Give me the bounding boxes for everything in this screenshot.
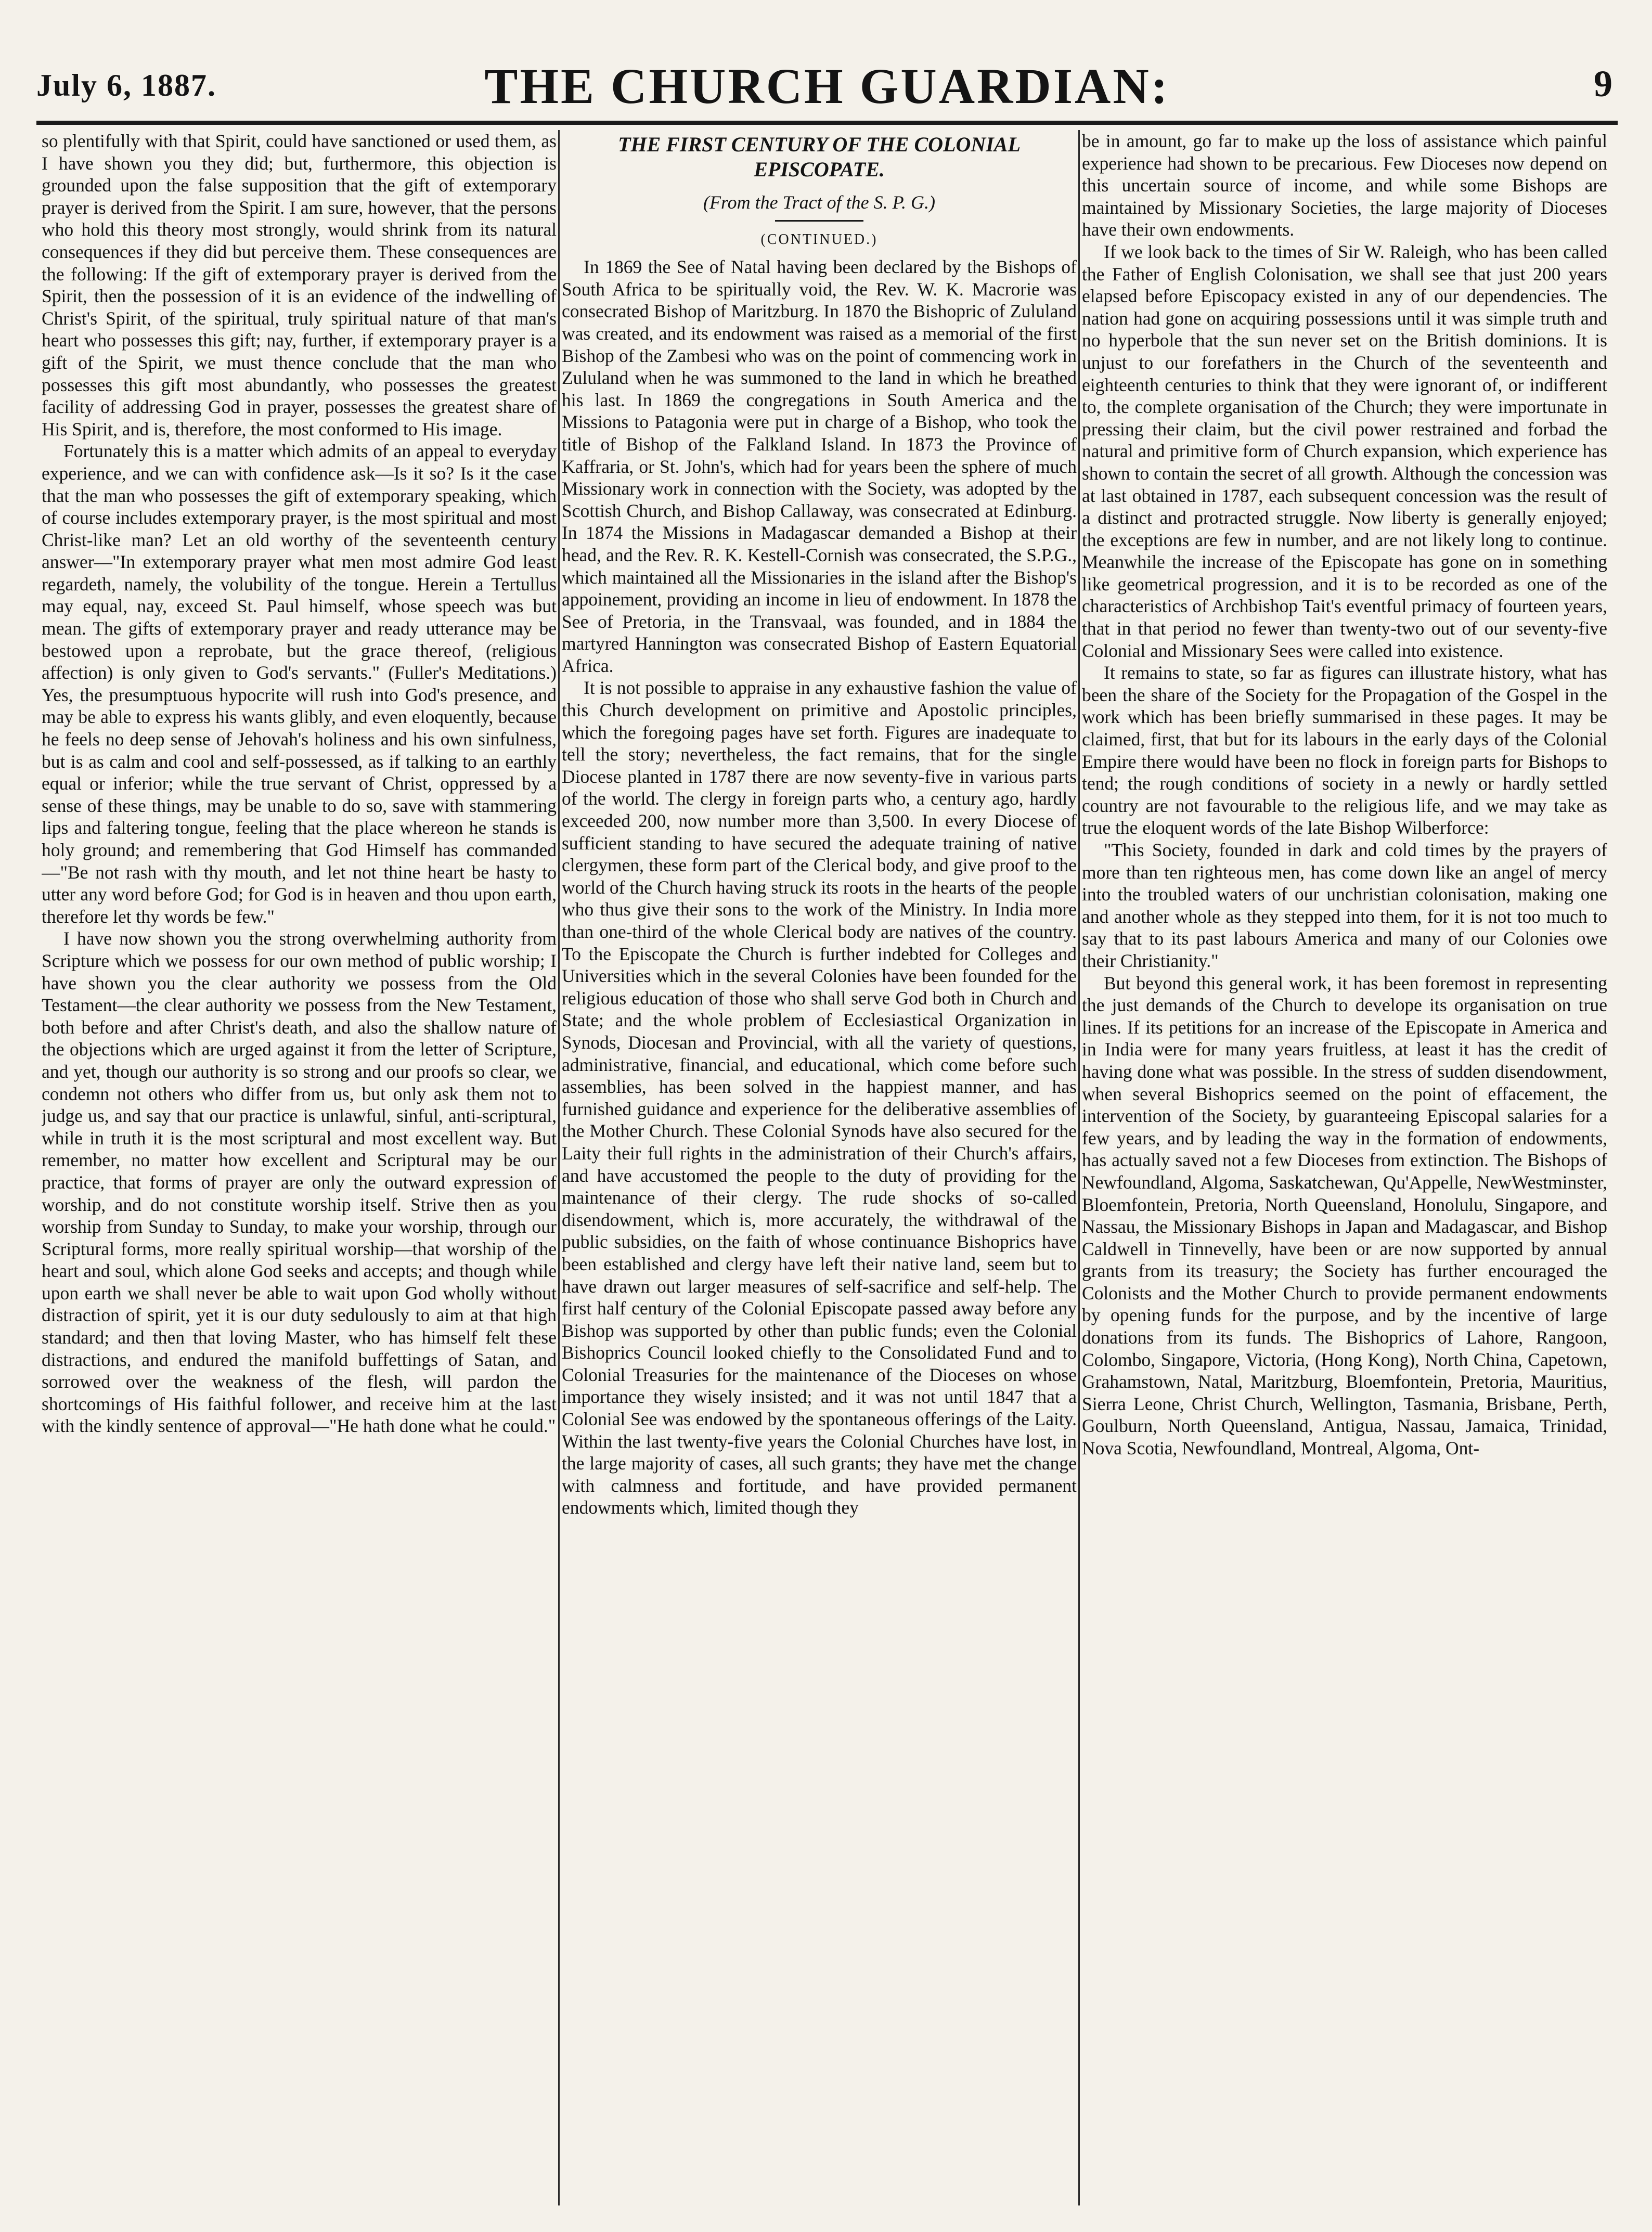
title-rule (775, 220, 863, 222)
quotation: "This Society, founded in dark and cold times by the prayers of more than ten righteous men, has come down like an angel of mercy into the troubled waters of our unchristian colonisation, making one and another whole as they stepped into them, for it is not too much to say that to its past labours America and many of our Colonies owe their Christianity." (1082, 840, 1607, 971)
column-divider (1078, 130, 1080, 2205)
paragraph: But beyond this general work, it has been foremost in representing the just demands of the Church to develope its organisation on true lines. If its petitions for an increase of the Episcopate in America and in India were for many years fruitless, at least it has the credit of having done what was possible. In the stress of sudden disendowment, when several Bishoprics seemed on the point of effacement, the intervention of the Society, by guaranteeing Episcopal salaries for a few years, and by leading the way in the formation of endowments, has actually saved not a few Dioceses from extinction. The Bishops of Newfoundland, Algoma, Saskatchewan, Qu'Appelle, NewWestminster, Bloemfontein, Pretoria, North Queensland, Honolulu, Singapore, and Nassau, the Missionary Bishops in Japan and Madagascar, and Bishop Caldwell in Tinnevelly, have been or are now supported by annual grants from its treasury; the Society has further encouraged the Colonists and the Mother Church to provide permanent endowments by opening funds for the purpose, and by the incentive of large donations from its funds. The Bishoprics of Lahore, Rangoon, Colombo, Singapore, Victoria, (Hong Kong), North China, Capetown, Grahamstown, Natal, Maritzburg, Bloemfontein, Pretoria, Mauritius, Sierra Leone, Christ Church, Wellington, Tasmania, Brisbane, Perth, Goulburn, North Queensland, Antigua, Nassau, Jamaica, Trinidad, Nova Scotia, Newfoundland, Montreal, Algoma, Ont- (1082, 972, 1607, 1459)
issue-date: July 6, 1887. (36, 68, 217, 102)
continued-label: (CONTINUED.) (760, 231, 878, 248)
paragraph: It is not possible to appraise in any exhaustive fashion the value of this Church development on primitive and Apostolic principles, which the foregoing pages have set forth. Figures are inadequate to tell the story; nevertheless, the fact remains, that for the single Diocese planted in 1787 there are now seventy-five in various parts of the world. The clergy in foreign parts who, a century ago, hardly exceeded 200, now number more than 3,500. In every Diocese of sufficient standing to have secured the adequate training of native clergymen, these form part of the Clerical body, and give proof to the world of the Church having struck its roots in the hearts of the people who thus give their sons to the work of the Ministry. In India more than one-third of the whole Clerical body are natives of the country. To the Episcopate the Church is further indebted for Colleges and Universities which in the several Colonies have been founded for the religious education of those who shall serve God both in Church and State; and the whole problem of Ecclesiastical Organization in Synods, Diocesan and Provincial, with all the variety of questions, administrative, financial, and educational, which come before such assemblies, has been solved in the happiest manner, and has furnished guidance and experience for the deliberative assemblies of the Mother Church. These Colonial Synods have also secured for the Laity their full rights in the administration of their Church's affairs, and have accustomed the people to the duty of providing for the maintenance of their clergy. The rude shocks of so-called disendowment, which is, more accurately, the withdrawal of the public subsidies, on the faith of whose continuance Bishoprics have been established and clergy have left their native land, seem but to have drawn out larger measures of self-sacrifice and self-help. The first half century of the Colonial Episcopate passed away before any Bishop was supported by other than public funds; even the Colonial Bishoprics Council looked chiefly to the Consolidated Fund and to Colonial Treasuries for the maintenance of the Dioceses on whose importance they wisely insisted; and it was not until 1847 that a Colonial See was endowed by the spontaneous offerings of the Laity. Within the last twenty-five years the Colonial Churches have lost, in the large majority of cases, all such grants; they have met the change with calmness and fortitude, and have provided permanent endowments which, limited though they (562, 677, 1077, 1518)
column-1 (42, 130, 557, 2205)
page-number: 9 (1594, 63, 1612, 105)
article-title: THE FIRST CENTURY OF THE COLONIAL EPISCOPATE. (618, 133, 1021, 181)
column-2 (562, 130, 1077, 2205)
paragraph: I have now shown you the strong overwhelming authority from Scripture which we possess for our own method of public worship; I have shown you the clear authority we possess from the Old Testament—the clear authority we possess from the New Testament, both before and after Christ's death, and also the shallow nature of the objections which are urged against it from the letter of Scripture, and yet, though our authority is so strong and our proofs so clear, we condemn not others who differ from us, but only ask them not to judge us, and say that our practice is unlawful, sinful, anti-scriptural, while in truth it is the most scriptural and most excellent way. But remember, no matter how excellent and Scriptural may be our practice, that forms of prayer are only the outward expression of worship, and do not constitute worship itself. Strive then as you worship from Sunday to Sunday, to make your worship, through our Scriptural forms, more really spiritual worship—that worship of the heart and soul, which alone God seeks and accepts; and though while upon earth we shall never be able to wait upon God wholly without distraction of spirit, yet it is our duty sedulously to aim at that high standard; and then that loving Master, who has himself felt these distractions, and endured the manifold buffettings of Satan, and sorrowed over the weakness of the flesh, will pardon the shortcomings of His faithful follower, and receive him at the last with the kindly sentence of approval—"He hath done what he could." (42, 928, 557, 1437)
column-divider (558, 130, 560, 2205)
newspaper-title: THE CHURCH GUARDIAN: (484, 58, 1170, 114)
masthead (36, 36, 1618, 125)
paragraph: If we look back to the times of Sir W. Raleigh, who has been called the Father of English Colonisation, we shall see that just 200 years elapsed before Episcopacy existed in any of our dependencies. The nation had gone on acquiring possessions until it was simple truth and no hyperbole that the sun never set on the British dominions. It is unjust to our forefathers in the Church of the seventeenth and eighteenth centuries to think that they were ignorant of, or indifferent to, the complete organisation of the Church; they were importunate in pressing their claim, but the civil power restrained and forbad the natural and primitive form of Church expansion, which experience has shown to contain the secret of all growth. Although the concession was at last obtained in 1787, each subsequent concession was the result of a distinct and protracted struggle. Now liberty is generally enjoyed; the exceptions are few in number, and are not likely long to continue. Meanwhile the increase of the Episcopate has gone on in something like geometrical progression, and it is to be recorded as one of the characteristics of Archbishop Tait's eventful primacy of fourteen years, that in that period no fewer than twenty-two out of our seventy-five Colonial and Missionary Sees were called into existence. (1082, 241, 1607, 661)
paragraph: In 1869 the See of Natal having been declared by the Bishops of South Africa to be spiritually void, the Rev. W. K. Macrorie was consecrated Bishop of Maritzburg. In 1870 the Bishopric of Zululand was created, and its endowment was raised as a memorial of the first Bishop of the Zambesi who was on the point of commencing work in Zululand when he was summoned to the land in which he breathed his last. In 1869 the congregations in South America and the Missions to Patagonia were put in charge of a Bishop, who took the title of Bishop of the Falkland Island. In 1873 the Province of Kaffraria, or St. John's, which had for years been the sphere of much Missionary work in connection with the Society, was adopted by the Scottish Church, and Bishop Callaway, was consecrated at Edinburg. In 1874 the Missions in Madagascar demanded a Bishop at their head, and the Rev. R. K. Kestell-Cornish was consecrated, the S.P.G., which maintained all the Missionaries in the island after the Bishop's appoinement, providing an income in lieu of endowment. In 1878 the See of Pretoria, in the Transvaal, was founded, and in 1884 the martyred Hannington was consecrated Bishop of Eastern Equatorial Africa. (562, 256, 1077, 676)
paragraph: so plentifully with that Spirit, could have sanctioned or used them, as I have shown you they did; but, furthermore, this objection is grounded upon the false supposition that the gift of extemporary prayer is derived from the Spirit. I am sure, however, that the persons who hold this theory most strongly, would shrink from its natural consequences if they did but perceive them. These consequences are the following: If the gift of extemporary prayer is derived from the Spirit, then the possession of it is an evidence of the indwelling of Christ's Spirit, of the spiritual, truly spiritual nature of that man's heart who possesses this gift; nay, further, if extemporary prayer is a gift of the Spirit, we must thence conclude that the man who possesses this gift most abundantly, who possesses the greatest facility of addressing God in prayer, possesses the greatest share of His Spirit, and is, therefore, the most conformed to His image. (42, 131, 557, 440)
paragraph: Fortunately this is a matter which admits of an appeal to everyday experience, and we can with confidence ask—Is it so? Is it the case that the man who possesses the gift of extemporary speaking, which of course includes extemporary prayer, is the most spiritual and most Christ-like man? Let an old worthy of the seventeenth century answer—"In extemporary prayer what men most admire God least regardeth, namely, the volubility of the tongue. Herein a Tertullus may equal, nay, exceed St. Paul himself, whose speech was but mean. The gifts of extemporary prayer and ready utterance may be bestowed upon a reprobate, but the grace thereof, (religious affection) is only given to God's servants." (Fuller's Meditations.) Yes, the presumptuous hypocrite will rush into God's presence, and may be able to express his wants glibly, and even eloquently, because he feels no deep sense of Jehovah's holiness and his own sinfulness, but is as calm and cool and self-possessed, as if talking to an earthly equal or inferior; while the true servant of Christ, oppressed by a sense of these things, may be unable to do so, save with stammering lips and faltering tongue, feeling that the place whereon he stands is holy ground; and remembering that God Himself has commanded—"Be not rash with thy mouth, and let not thine heart be hasty to utter any word before God; for God is in heaven and thou upon earth, therefore let thy words be few." (42, 441, 557, 927)
masthead-rule (36, 121, 1618, 125)
article-source: (From the Tract of the S. P. G.) (703, 192, 935, 213)
paragraph: It remains to state, so far as figures can illustrate history, what has been the share of the Society for the Propagation of the Gospel in the work which has been briefly summarised in these pages. It may be claimed, first, that but for its labours in the early days of the Colonial Empire there would have been no flock in foreign parts for Bishops to tend; the rough conditions of society in a newly or hardly settled country are not favourable to the religious life, and we may take as true the eloquent words of the late Bishop Wilberforce: (1082, 662, 1607, 838)
paragraph: be in amount, go far to make up the loss of assistance which painful experience had shown to be precarious. Few Dioceses now depend on this uncertain source of income, and while some Bishops are maintained by Missionary Societies, the large majority of Dioceses have their own endowments. (1082, 131, 1607, 240)
column-3 (1082, 130, 1607, 2205)
